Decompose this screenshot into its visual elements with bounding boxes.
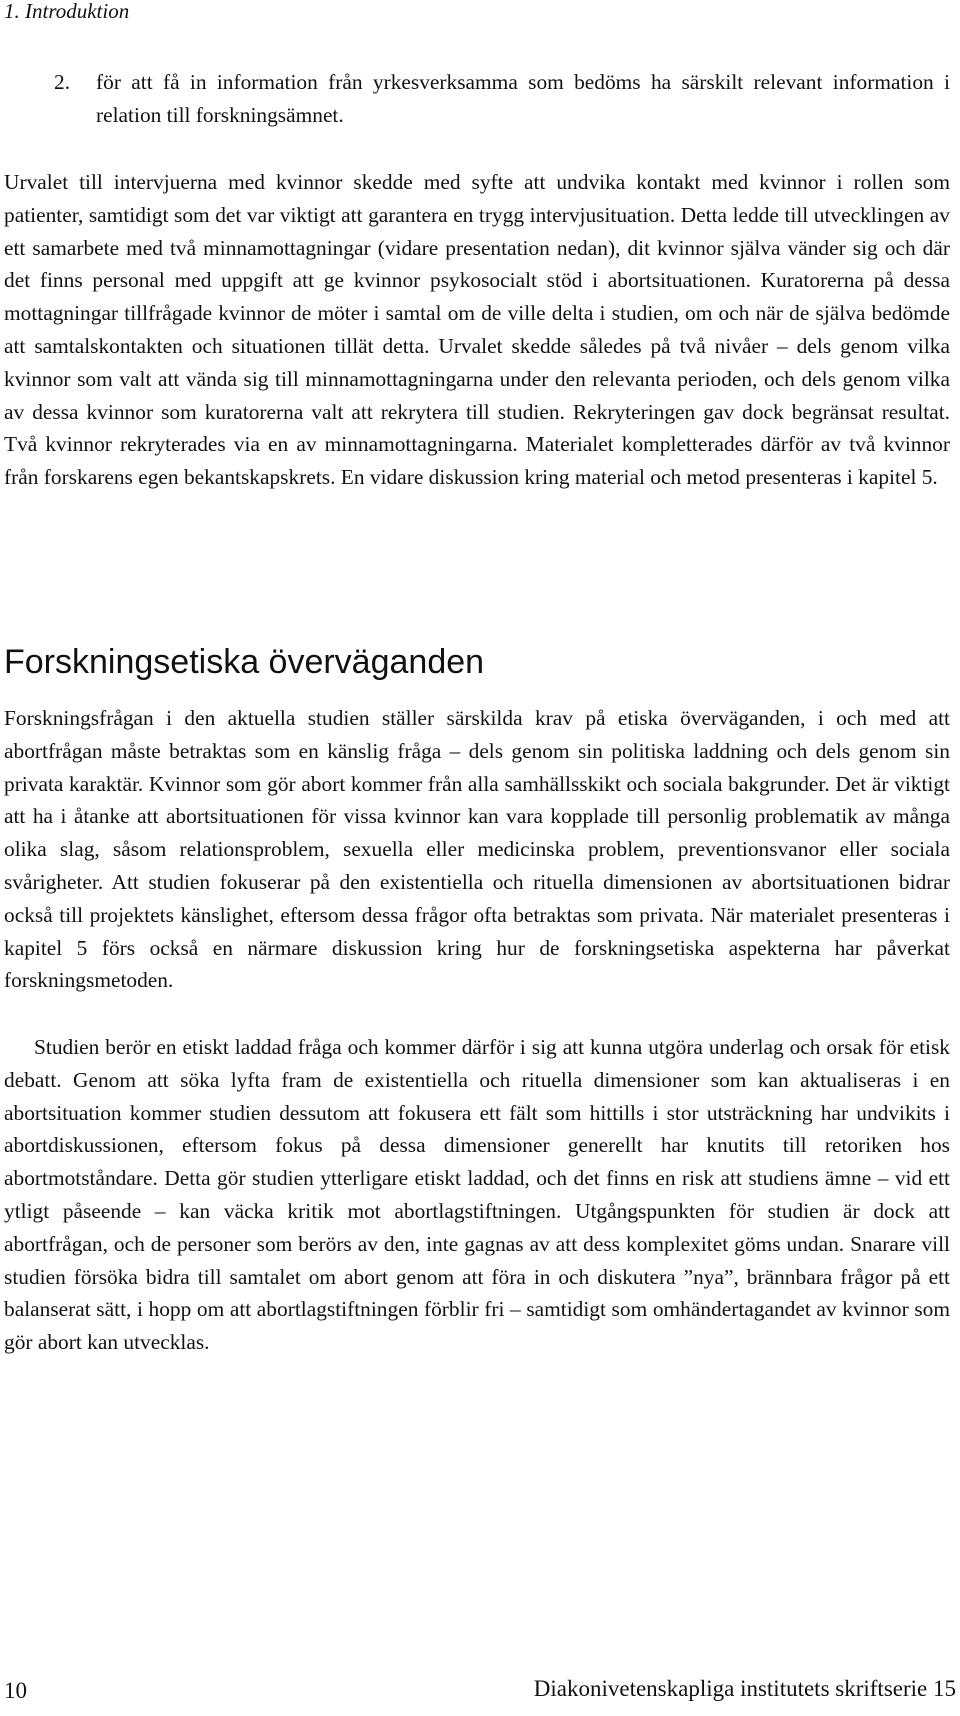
list-item-number: 2. bbox=[54, 70, 71, 94]
list-item-text: för att få in information från yrkesverksamma som bedöms ha särskilt relevant information i relation till forskningsämnet. bbox=[96, 70, 950, 127]
body-paragraph: Urvalet till intervjuerna med kvinnor skedde med syfte att undvika kontakt med kvinnor i rollen som patienter, samtidigt som det var viktigt att garantera en trygg intervjusituation. Detta ledde till utvecklingen av ett samarbete med två minnamottagningar (vidare presentation nedan), dit kvinnor själva vänder sig och där det finns personal med uppgift att ge kvinnor psykosocialt stöd i abortsituationen. Kuratorerna på dessa mottagningar tillfrågade kvinnor de möter i samtal om de ville delta i studien, om och när de själva bedömde att samtalskontakten och situationen tillät detta. Urvalet skedde således på två nivåer – dels genom vilka kvinnor som valt att vända sig till minnamottagningarna under den relevanta perioden, och dels genom vilka av dessa kvinnor som kuratorerna valt att rekrytera till studien. Rekryteringen gav dock begränsat resultat. Två kvinnor rekryterades via en av minnamottagningarna. Materialet kompletterades därför av två kvinnor från forskarens egen bekantskapskrets. En vidare diskussion kring material och metod presenteras i kapitel 5. bbox=[4, 170, 950, 490]
footer-series-title: Diakonivetenskapliga institutets skriftserie 15 bbox=[533, 1676, 956, 1701]
body-paragraph: Forskningsfrågan i den aktuella studien ställer särskilda krav på etiska överväganden, i och med att abortfrågan måste betraktas som en känslig fråga – dels genom sin politiska laddning och dels genom sin privata karaktär. Kvinnor som gör abort kommer från alla samhällsskikt och sociala bakgrunder. Det är viktigt att ha i åtanke att abortsituationen för vissa kvinnor kan vara kopplade till personlig problematik av många olika slag, såsom relationsproblem, sexuella eller medicinska problem, preventionsvanor eller sociala svårigheter. Att studien fokuserar på den existentiella och rituella dimensionen av abortsituationen bidrar också till projektets känslighet, eftersom dessa frågor ofta betraktas som privata. När materialet presenteras i kapitel 5 förs också en närmare diskussion kring hur de forskningsetiska aspekterna har påverkat forskningsmetoden. bbox=[4, 706, 950, 993]
section-heading: Forskningsetiska överväganden bbox=[4, 643, 485, 681]
body-paragraph-indented: Studien berör en etiskt laddad fråga och kommer därför i sig att kunna utgöra underlag och orsak för etisk debatt. Genom att söka lyfta fram de existentiella och rituella dimensioner som kan aktualiseras i en abortsituation kommer studien dessutom att fokusera ett fält som hittills i stor utsträckning har undvikits i abortdiskussionen, eftersom fokus på dessa dimensioner generellt har knutits till retoriken hos abortmotståndare. Detta gör studien ytterligare etiskt laddad, och det finns en risk att studiens ämne – vid ett ytligt påseende – kan väcka kritik mot abortlagstiftningen. Utgångspunkten för studien är dock att abortfrågan, och de personer som berörs av den, inte gagnas av att dess komplexitet göms undan. Snarare vill studien försöka bidra till samtalet om abort genom att föra in och diskutera ”nya”, brännbara frågor på ett balanserat sätt, i hopp om att abortlagstiftningen förblir fri – samtidigt som omhändertagandet av kvinnor som gör abort kan utvecklas. bbox=[4, 1035, 950, 1355]
footer-page-number: 10 bbox=[4, 1678, 27, 1703]
running-header: 1. Introduktion bbox=[4, 0, 130, 23]
numbered-list-item bbox=[54, 66, 950, 132]
